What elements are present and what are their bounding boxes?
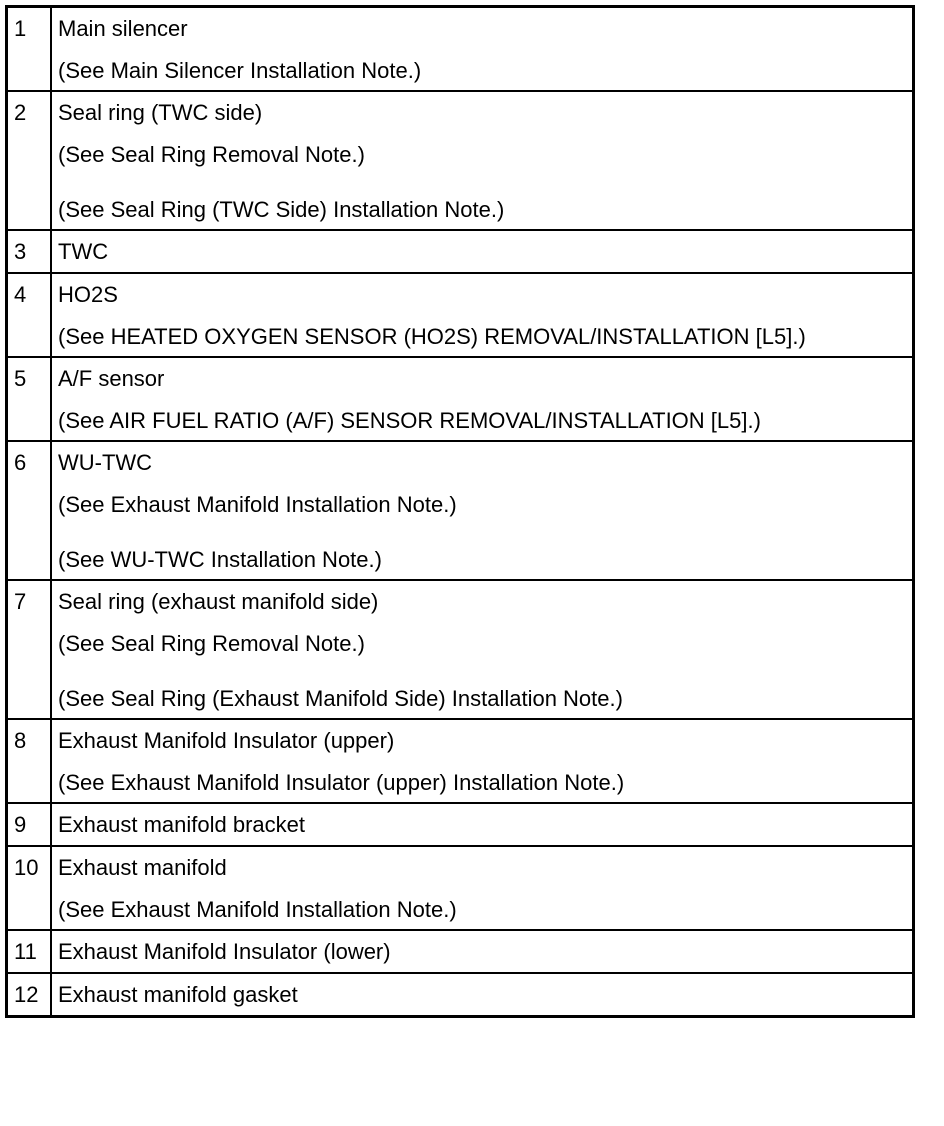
item-number-cell [7,357,52,441]
item-number: 7 [14,589,27,614]
item-reference-note: (See WU-TWC Installation Note.) [58,547,382,572]
item-number-cell [7,719,52,803]
item-description-cell [51,930,914,973]
item-description-cell [51,803,914,846]
item-number-cell [7,803,52,846]
item-number: 8 [14,728,27,753]
table-row [7,441,914,580]
item-number: 11 [14,939,37,964]
item-name: Exhaust Manifold Insulator (lower) [58,939,391,964]
item-number-cell [7,273,52,357]
item-number-cell [7,7,52,92]
item-reference-note: (See Exhaust Manifold Installation Note.) [58,897,457,922]
item-number: 2 [14,100,27,125]
item-number-cell [7,973,52,1017]
item-reference-note: (See Seal Ring (Exhaust Manifold Side) Installation Note.) [58,686,623,711]
item-name: Seal ring (exhaust manifold side) [58,589,379,614]
item-number-cell [7,930,52,973]
table-row [7,273,914,357]
table-row [7,973,914,1017]
item-number: 3 [14,239,27,264]
item-name: Exhaust manifold [58,855,227,880]
item-name: Main silencer [58,16,188,41]
table-row [7,230,914,273]
item-name: Seal ring (TWC side) [58,100,263,125]
item-description-cell [51,580,914,719]
item-description-cell [51,357,914,441]
item-number-cell [7,91,52,230]
item-number: 10 [14,855,39,880]
item-name: Exhaust Manifold Insulator (upper) [58,728,395,753]
item-reference-note: (See Seal Ring Removal Note.) [58,631,365,656]
item-number: 6 [14,450,27,475]
item-number-cell [7,846,52,930]
item-reference-note: (See AIR FUEL RATIO (A/F) SENSOR REMOVAL/INSTALLATION [L5].) [58,408,761,433]
table-row [7,803,914,846]
table-row [7,7,914,92]
item-reference-note: (See Seal Ring (TWC Side) Installation Note.) [58,197,505,222]
item-number: 4 [14,282,27,307]
parts-table [5,5,915,1018]
item-name: Exhaust manifold gasket [58,982,298,1007]
item-reference-note: (See Main Silencer Installation Note.) [58,58,422,83]
item-reference-note: (See Seal Ring Removal Note.) [58,142,365,167]
item-name: WU-TWC [58,450,153,475]
item-number-cell [7,441,52,580]
item-reference-note: (See Exhaust Manifold Installation Note.) [58,492,457,517]
table-row [7,357,914,441]
item-description-cell [51,273,914,357]
item-description-cell [51,230,914,273]
item-description-cell [51,441,914,580]
item-name: TWC [58,239,109,264]
item-description-cell [51,719,914,803]
parts-table-body [7,7,914,1017]
item-name: A/F sensor [58,366,165,391]
item-number: 9 [14,812,27,837]
item-number: 12 [14,982,39,1007]
item-number: 5 [14,366,27,391]
item-description-cell [51,91,914,230]
item-description-cell [51,7,914,92]
item-number-cell [7,230,52,273]
table-row [7,930,914,973]
table-row [7,846,914,930]
item-name: Exhaust manifold bracket [58,812,306,837]
item-description-cell [51,846,914,930]
table-row [7,719,914,803]
item-reference-note: (See Exhaust Manifold Insulator (upper) Installation Note.) [58,770,625,795]
item-name: HO2S [58,282,118,307]
item-reference-note: (See HEATED OXYGEN SENSOR (HO2S) REMOVAL/INSTALLATION [L5].) [58,324,806,349]
item-number-cell [7,580,52,719]
table-row [7,580,914,719]
item-description-cell [51,973,914,1017]
item-number: 1 [14,16,27,41]
table-row [7,91,914,230]
